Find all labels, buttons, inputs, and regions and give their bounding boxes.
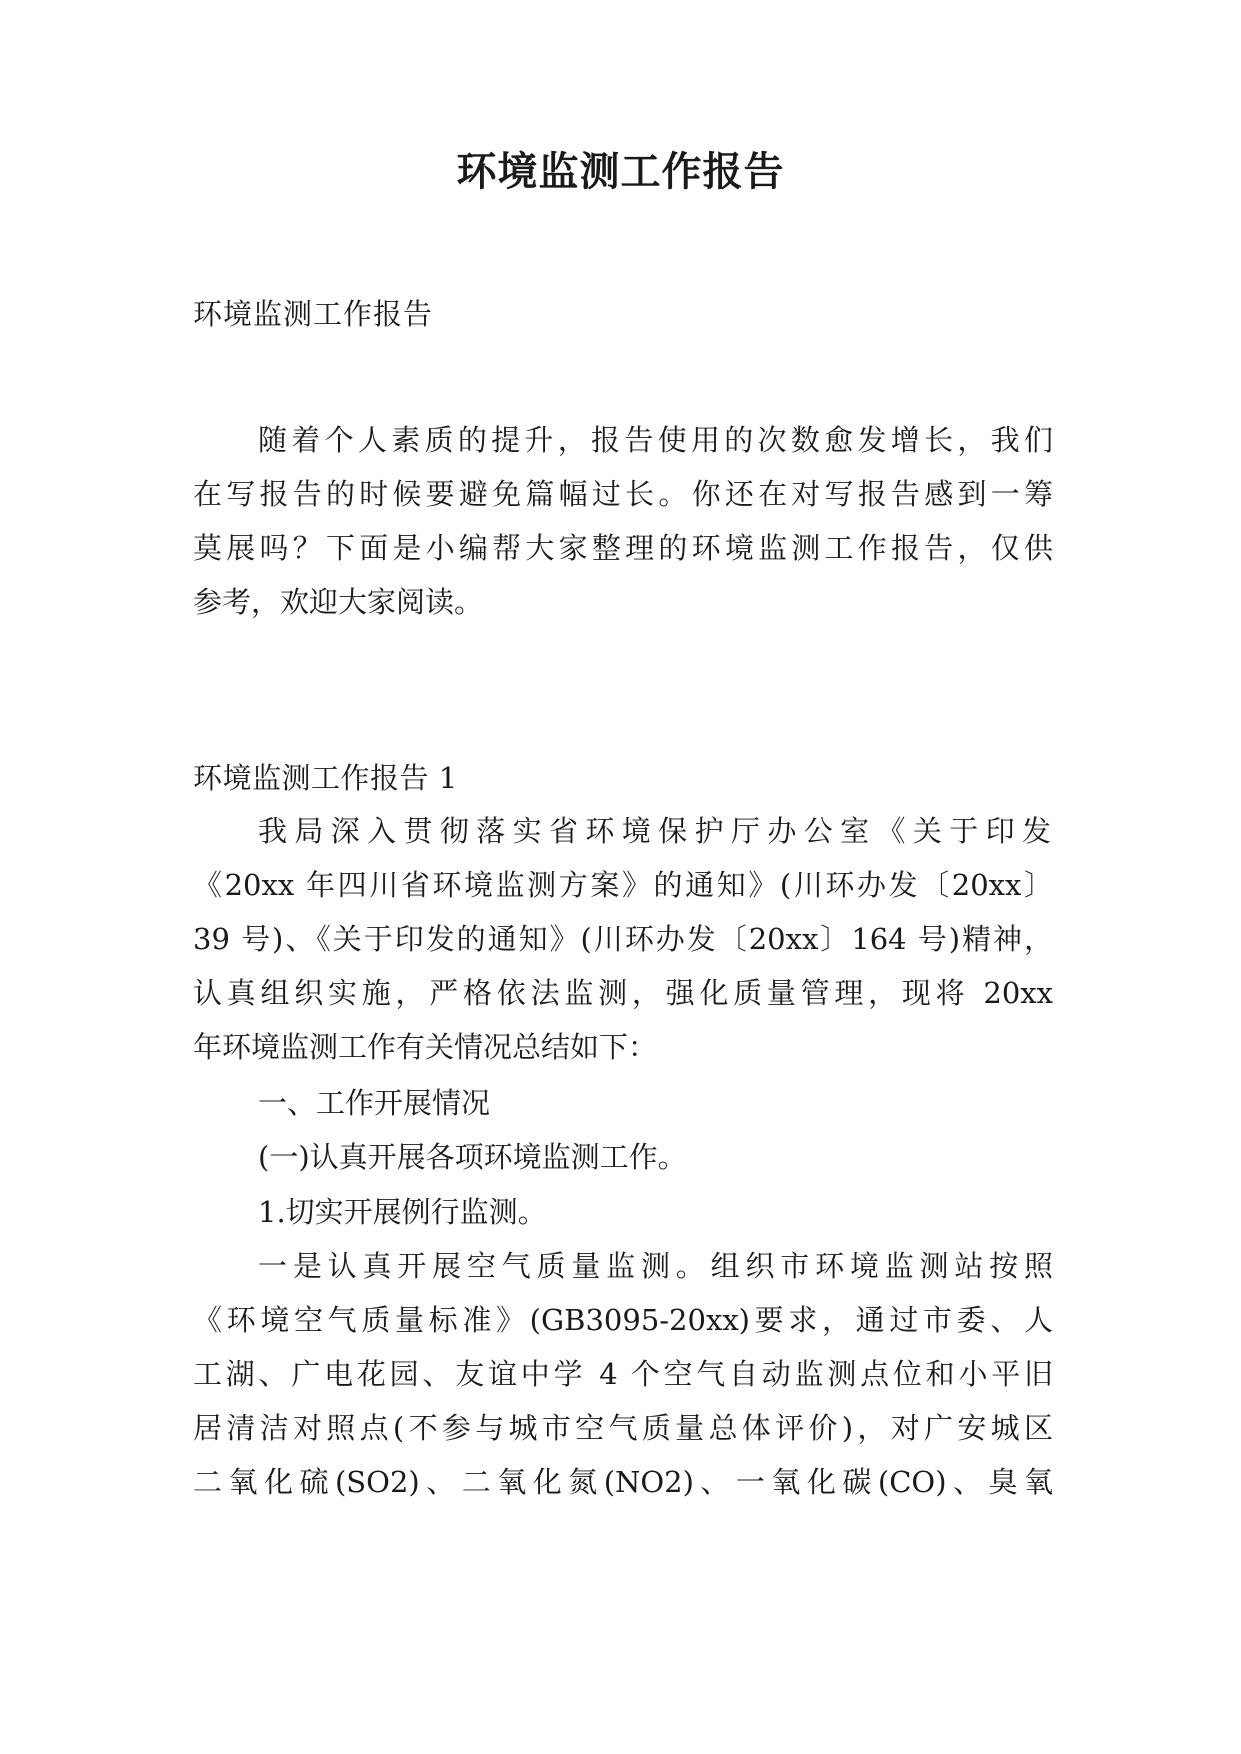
document-subtitle: 环境监测工作报告 xyxy=(193,297,434,331)
paragraph1-line-4: 认真组织实施，严格依法监测，强化质量管理，现将 20xx xyxy=(193,976,1053,1010)
heading-item-1: 1.切实开展例行监测。 xyxy=(258,1195,547,1229)
heading-one: 一、工作开展情况 xyxy=(258,1086,491,1120)
paragraph1-line-1: 我局深入贯彻落实省环境保护厅办公室《关于印发 xyxy=(258,814,1053,848)
paragraph1-line-3: 39 号)、《关于印发的通知》(川环办发〔20xx〕164 号)精神， xyxy=(193,922,1053,956)
paragraph1-line-5: 年环境监测工作有关情况总结如下： xyxy=(193,1030,658,1064)
paragraph2-line-2: 《环境空气质量标准》(GB3095-20xx)要求，通过市委、人 xyxy=(193,1303,1053,1337)
paragraph2-line-3: 工湖、广电花园、友谊中学 4 个空气自动监测点位和小平旧 xyxy=(193,1357,1053,1391)
paragraph1-line-2: 《20xx 年四川省环境监测方案》的通知》(川环办发〔20xx〕 xyxy=(193,868,1053,902)
document-title: 环境监测工作报告 xyxy=(456,148,785,195)
paragraph2-line-1: 一是认真开展空气质量监测。组织市环境监测站按照 xyxy=(258,1249,1053,1283)
intro-line-2: 在写报告的时候要避免篇幅过长。你还在对写报告感到一筹 xyxy=(193,477,1053,511)
intro-line-3: 莫展吗？下面是小编帮大家整理的环境监测工作报告，仅供 xyxy=(193,531,1053,565)
intro-line-4: 参考，欢迎大家阅读。 xyxy=(193,585,484,619)
paragraph2-line-5: 二氧化硫(SO2)、二氧化氮(NO2)、一氧化碳(CO)、臭氧 xyxy=(193,1465,1053,1499)
paragraph2-line-4: 居清洁对照点(不参与城市空气质量总体评价)，对广安城区 xyxy=(193,1411,1053,1445)
heading-one-sub: (一)认真开展各项环境监测工作。 xyxy=(258,1140,687,1174)
section-heading: 环境监测工作报告 1 xyxy=(193,761,458,795)
intro-line-1: 随着个人素质的提升，报告使用的次数愈发增长，我们 xyxy=(258,423,1053,457)
